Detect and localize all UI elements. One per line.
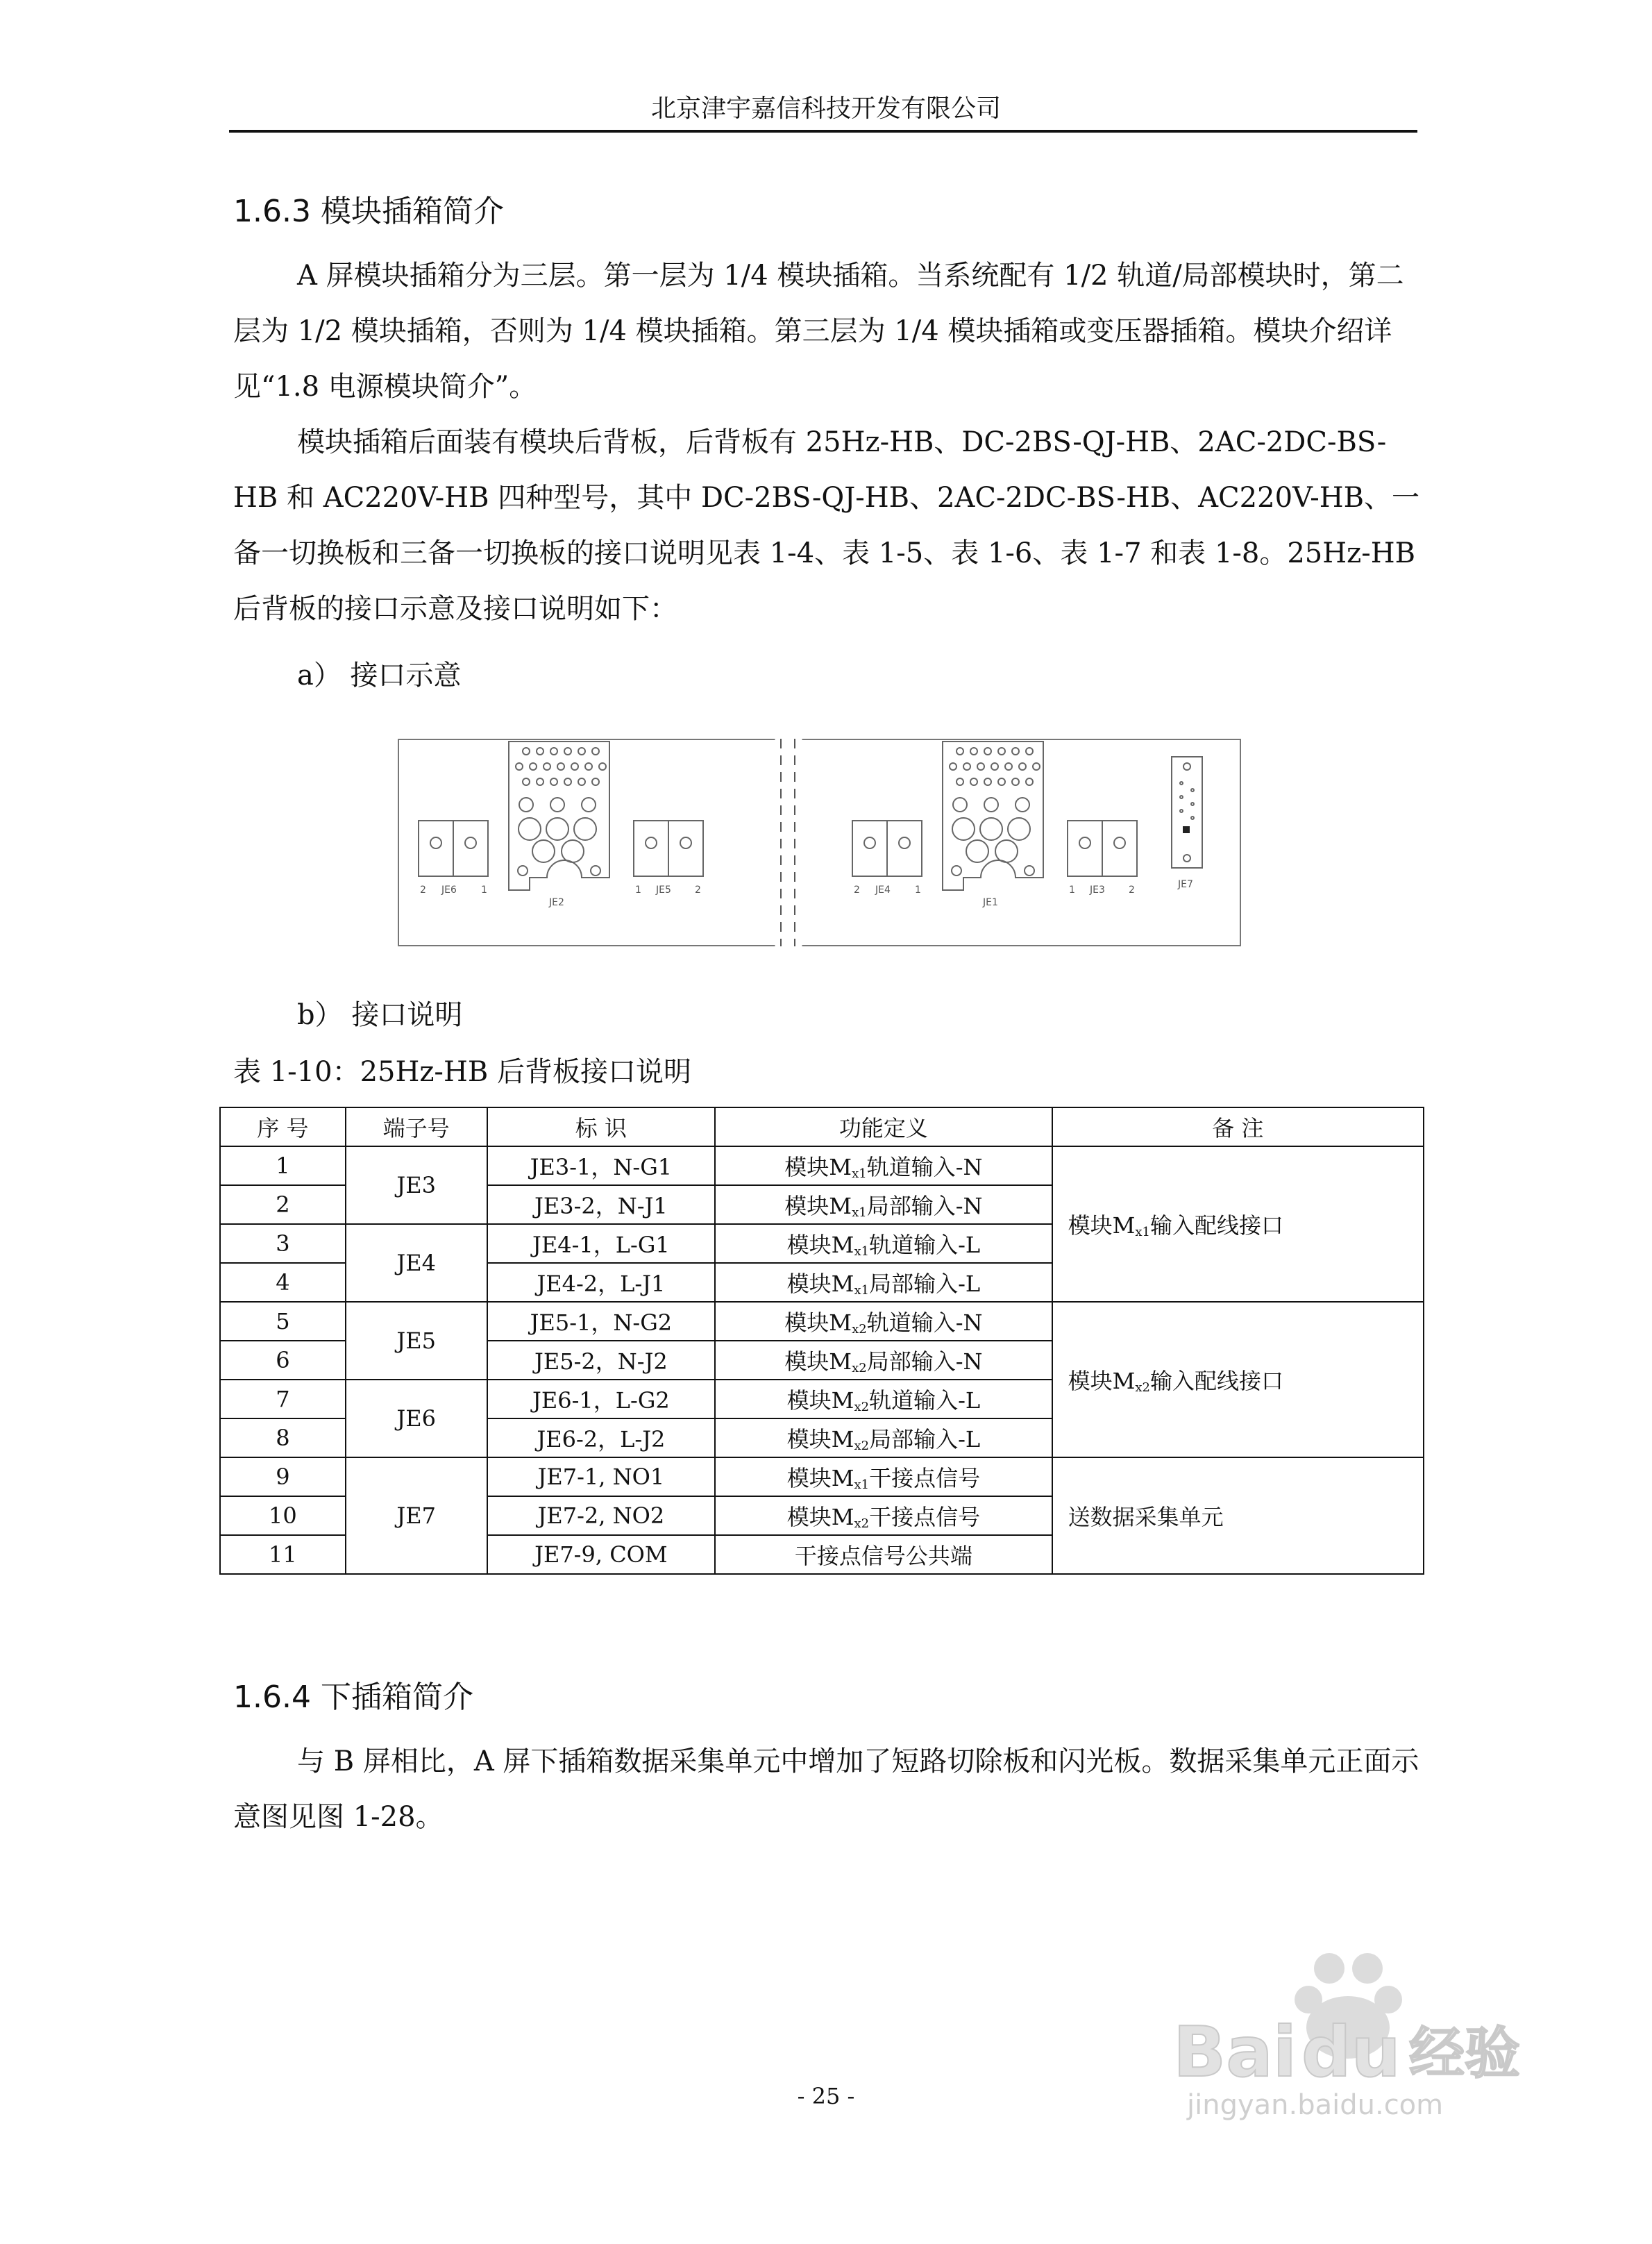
section-heading-1-6-3: 1.6.3 模块插箱简介	[233, 194, 504, 229]
paragraph-intro: A 屏模块插箱分为三层。第一层为 1/4 模块插箱。当系统配有 1/2 轨道/局部模块时，第二层为 1/2 模块插箱，否则为 1/4 模块插箱。第三层为 1/4 模块插箱或变压器插箱。模块介绍详见“1.8 电源模块简介”。	[233, 260, 1404, 403]
item-a-label: a） 接口示意	[297, 660, 462, 692]
section-heading-1-6-4: 1.6.4 下插箱简介	[233, 1680, 473, 1715]
cell-function: 模块$M_{x1}$局部输入-L	[715, 1263, 1052, 1302]
page-number: - 25 -	[797, 2083, 855, 2109]
cell-no: 10	[220, 1496, 346, 1535]
table-row	[220, 1302, 1424, 1341]
connector-je7	[1172, 757, 1202, 868]
cell-no: 11	[220, 1535, 346, 1574]
label-je2: JE2	[549, 897, 564, 908]
table-row	[220, 1457, 1424, 1496]
je5-pin-2: 2	[695, 885, 701, 896]
cell-function: 模块$M_{x2}$轨道输入-N	[715, 1302, 1052, 1341]
cell-id: JE5-2，N-J2	[487, 1341, 716, 1380]
cell-no: 6	[220, 1341, 346, 1380]
label-je5: JE5	[656, 885, 671, 896]
paragraph-backplane: 模块插箱后面装有模块后背板，后背板有 25Hz-HB、DC-2BS-QJ-HB、2AC-2DC-BS-HB 和 AC220V-HB 四种型号，其中 DC-2BS-QJ-HB、2AC-2DC-BS-HB、AC220V-HB、一备一切换板和三备一切换板的接口说明见表 1-4、表 1-5、表 1-6、表 1-7 和表 1-8。25Hz-HB 后背板的接口示意及接口说明如下：	[233, 426, 1420, 625]
cell-function: 模块$M_{x2}$局部输入-L	[715, 1418, 1052, 1457]
cell-function: 干接点信号公共端	[715, 1535, 1052, 1574]
cell-id: JE5-1，N-G2	[487, 1302, 716, 1341]
cell-function: 模块$M_{x1}$局部输入-N	[715, 1185, 1052, 1224]
header-cell-no: 序 号	[220, 1107, 346, 1146]
je4-pin-1: 1	[915, 885, 921, 896]
module-connector-je2	[509, 742, 609, 890]
watermark-brand-2: du	[1301, 2011, 1401, 2093]
je6-pin-1: 1	[481, 885, 487, 896]
cell-note: 送数据采集单元	[1052, 1457, 1424, 1574]
cell-terminal: JE6	[346, 1380, 487, 1457]
header-cell-terminal: 端子号	[346, 1107, 487, 1146]
cell-id: JE3-2，N-J1	[487, 1185, 716, 1224]
label-je4: JE4	[875, 885, 891, 896]
label-je7: JE7	[1178, 879, 1193, 890]
connector-je4	[852, 821, 922, 876]
cell-id: JE7-9, COM	[487, 1535, 716, 1574]
cell-terminal: JE4	[346, 1224, 487, 1302]
cell-id: JE7-1, NO1	[487, 1457, 716, 1496]
module-connector-je1	[943, 742, 1043, 890]
baidu-jingyan-watermark	[1159, 1948, 1548, 2121]
cell-terminal: JE3	[346, 1146, 487, 1224]
watermark-url: jingyan.baidu.com	[1187, 2089, 1444, 2121]
watermark-cn: 经验	[1409, 2021, 1520, 2086]
table-row	[220, 1146, 1424, 1185]
cell-no: 4	[220, 1263, 346, 1302]
cell-no: 5	[220, 1302, 346, 1341]
je3-pin-2: 2	[1129, 885, 1135, 896]
cell-terminal: JE5	[346, 1302, 487, 1380]
header-divider	[229, 130, 1417, 133]
connector-je6	[419, 821, 488, 876]
label-je6: JE6	[441, 885, 457, 896]
cell-function: 模块$M_{x2}$局部输入-N	[715, 1341, 1052, 1380]
label-je3: JE3	[1090, 885, 1105, 896]
header-company-name: 北京津宇嘉信科技开发有限公司	[650, 94, 1001, 123]
cell-function: 模块$M_{x2}$干接点信号	[715, 1496, 1052, 1535]
cell-id: JE6-2，L-J2	[487, 1418, 716, 1457]
cell-id: JE4-1，L-G1	[487, 1224, 716, 1263]
cell-function: 模块$M_{x1}$轨道输入-L	[715, 1224, 1052, 1263]
cell-no: 8	[220, 1418, 346, 1457]
cell-no: 3	[220, 1224, 346, 1263]
connector-je3	[1068, 821, 1137, 876]
cell-function: 模块$M_{x2}$轨道输入-L	[715, 1380, 1052, 1418]
je7-pin-marker	[1183, 826, 1190, 833]
interface-diagram	[398, 739, 1241, 946]
cell-function: 模块$M_{x1}$轨道输入-N	[715, 1146, 1052, 1185]
header-cell-note: 备 注	[1052, 1107, 1424, 1146]
cell-function: 模块$M_{x1}$干接点信号	[715, 1457, 1052, 1496]
je6-pin-2: 2	[420, 885, 426, 896]
interface-table	[219, 1107, 1424, 1575]
cell-no: 1	[220, 1146, 346, 1185]
je4-pin-2: 2	[854, 885, 860, 896]
cell-id: JE4-2，L-J1	[487, 1263, 716, 1302]
cell-terminal: JE7	[346, 1457, 487, 1574]
cell-no: 9	[220, 1457, 346, 1496]
connector-je5	[634, 821, 703, 876]
table-caption: 表 1-10：25Hz-HB 后背板接口说明	[233, 1056, 691, 1088]
item-b-label: b） 接口说明	[297, 999, 463, 1031]
header-cell-function: 功能定义	[715, 1107, 1052, 1146]
cell-note: 模块$M_{x2}$输入配线接口	[1052, 1302, 1424, 1457]
cell-note: 模块$M_{x1}$输入配线接口	[1052, 1146, 1424, 1302]
cell-id: JE7-2, NO2	[487, 1496, 716, 1535]
je3-pin-1: 1	[1069, 885, 1075, 896]
cell-no: 7	[220, 1380, 346, 1418]
cell-id: JE6-1，L-G2	[487, 1380, 716, 1418]
label-je1: JE1	[983, 897, 998, 908]
watermark-brand: Bai	[1173, 2011, 1297, 2093]
je5-pin-1: 1	[635, 885, 641, 896]
paragraph-lower-box: 与 B 屏相比，A 屏下插箱数据采集单元中增加了短路切除板和闪光板。数据采集单元正面示意图见图 1-28。	[233, 1745, 1419, 1833]
table-header-row	[220, 1107, 1424, 1146]
header-cell-id: 标 识	[487, 1107, 716, 1146]
cell-id: JE3-1，N-G1	[487, 1146, 716, 1185]
cell-no: 2	[220, 1185, 346, 1224]
